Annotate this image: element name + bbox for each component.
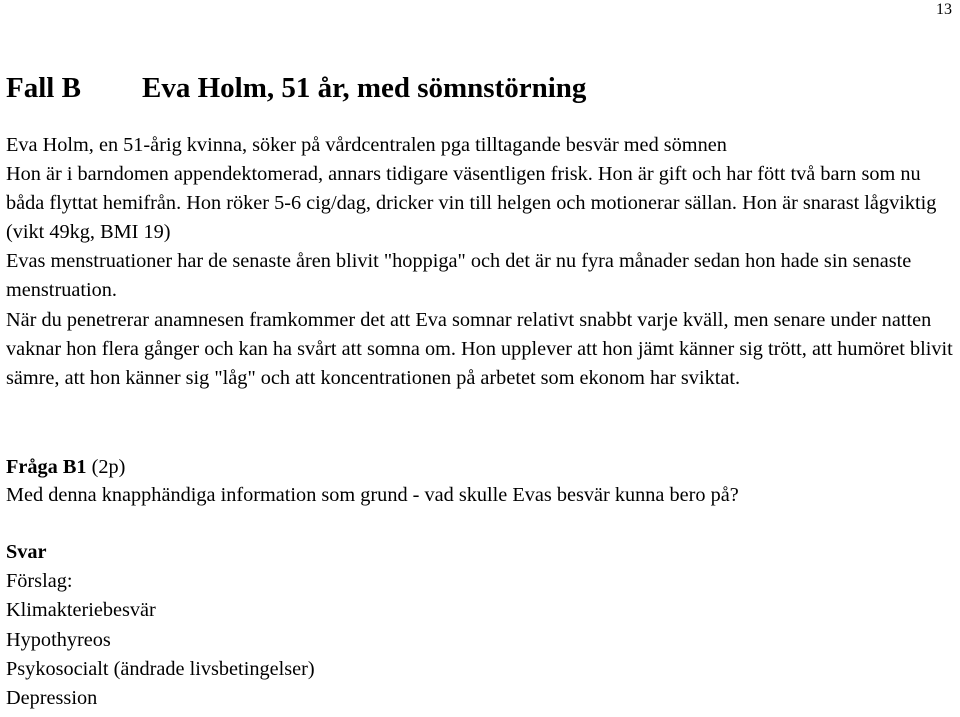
case-title: Eva Holm, 51 år, med sömnstörning xyxy=(142,72,587,104)
question-heading xyxy=(6,453,956,481)
answer-label: Svar xyxy=(6,541,47,563)
case-heading xyxy=(6,70,586,106)
answer-item: Psykosocialt (ändrade livsbetingelser) xyxy=(6,657,315,680)
case-anamnesis-paragraph: När du penetrerar anamnesen framkommer det att Eva somnar relativt snabbt varje kväll, men senare under natten vaknar hon flera gånger och kan ha svårt att somna om. Hon upplever att hon jämt känner sig trött, att humöret blivit sämre, att hon känner sig "låg" och att koncentrationen på arbetet som ekonom har sviktat. xyxy=(6,308,953,389)
question-block xyxy=(6,453,956,509)
answer-item: Klimakteriebesvär xyxy=(6,599,156,622)
case-intro-paragraph: Eva Holm, en 51-årig kvinna, söker på vårdcentralen pga tilltagande besvär med sömnen xyxy=(6,134,727,156)
question-label: Fråga B1 xyxy=(6,456,87,478)
case-description xyxy=(6,131,956,393)
answer-intro: Förslag: xyxy=(6,570,73,593)
case-label: Fall B xyxy=(6,72,81,104)
answer-item: Hypothyreos xyxy=(6,628,111,651)
case-history-paragraph: Hon är i barndomen appendektomerad, annars tidigare väsentligen frisk. Hon är gift och har fött två barn som nu båda flyttat hemifrån. Hon röker 5-6 cig/dag, dricker vin till helgen och motionerar sällan. Hon är snarast lågviktig (vikt 49kg, BMI 19) xyxy=(6,163,937,244)
answer-list xyxy=(6,596,956,713)
question-text: Med denna knapphändiga information som grund - vad skulle Evas besvär kunna bero på? xyxy=(6,484,739,506)
answer-item: Depression xyxy=(6,687,98,710)
case-menstruation-paragraph: Evas menstruationer har de senaste åren blivit "hoppiga" och det är nu fyra månader sedan hon hade sin senaste menstruation. xyxy=(6,250,912,302)
page-number: 13 xyxy=(936,1,952,18)
question-points: (2p) xyxy=(86,456,126,478)
answer-block xyxy=(6,538,956,713)
